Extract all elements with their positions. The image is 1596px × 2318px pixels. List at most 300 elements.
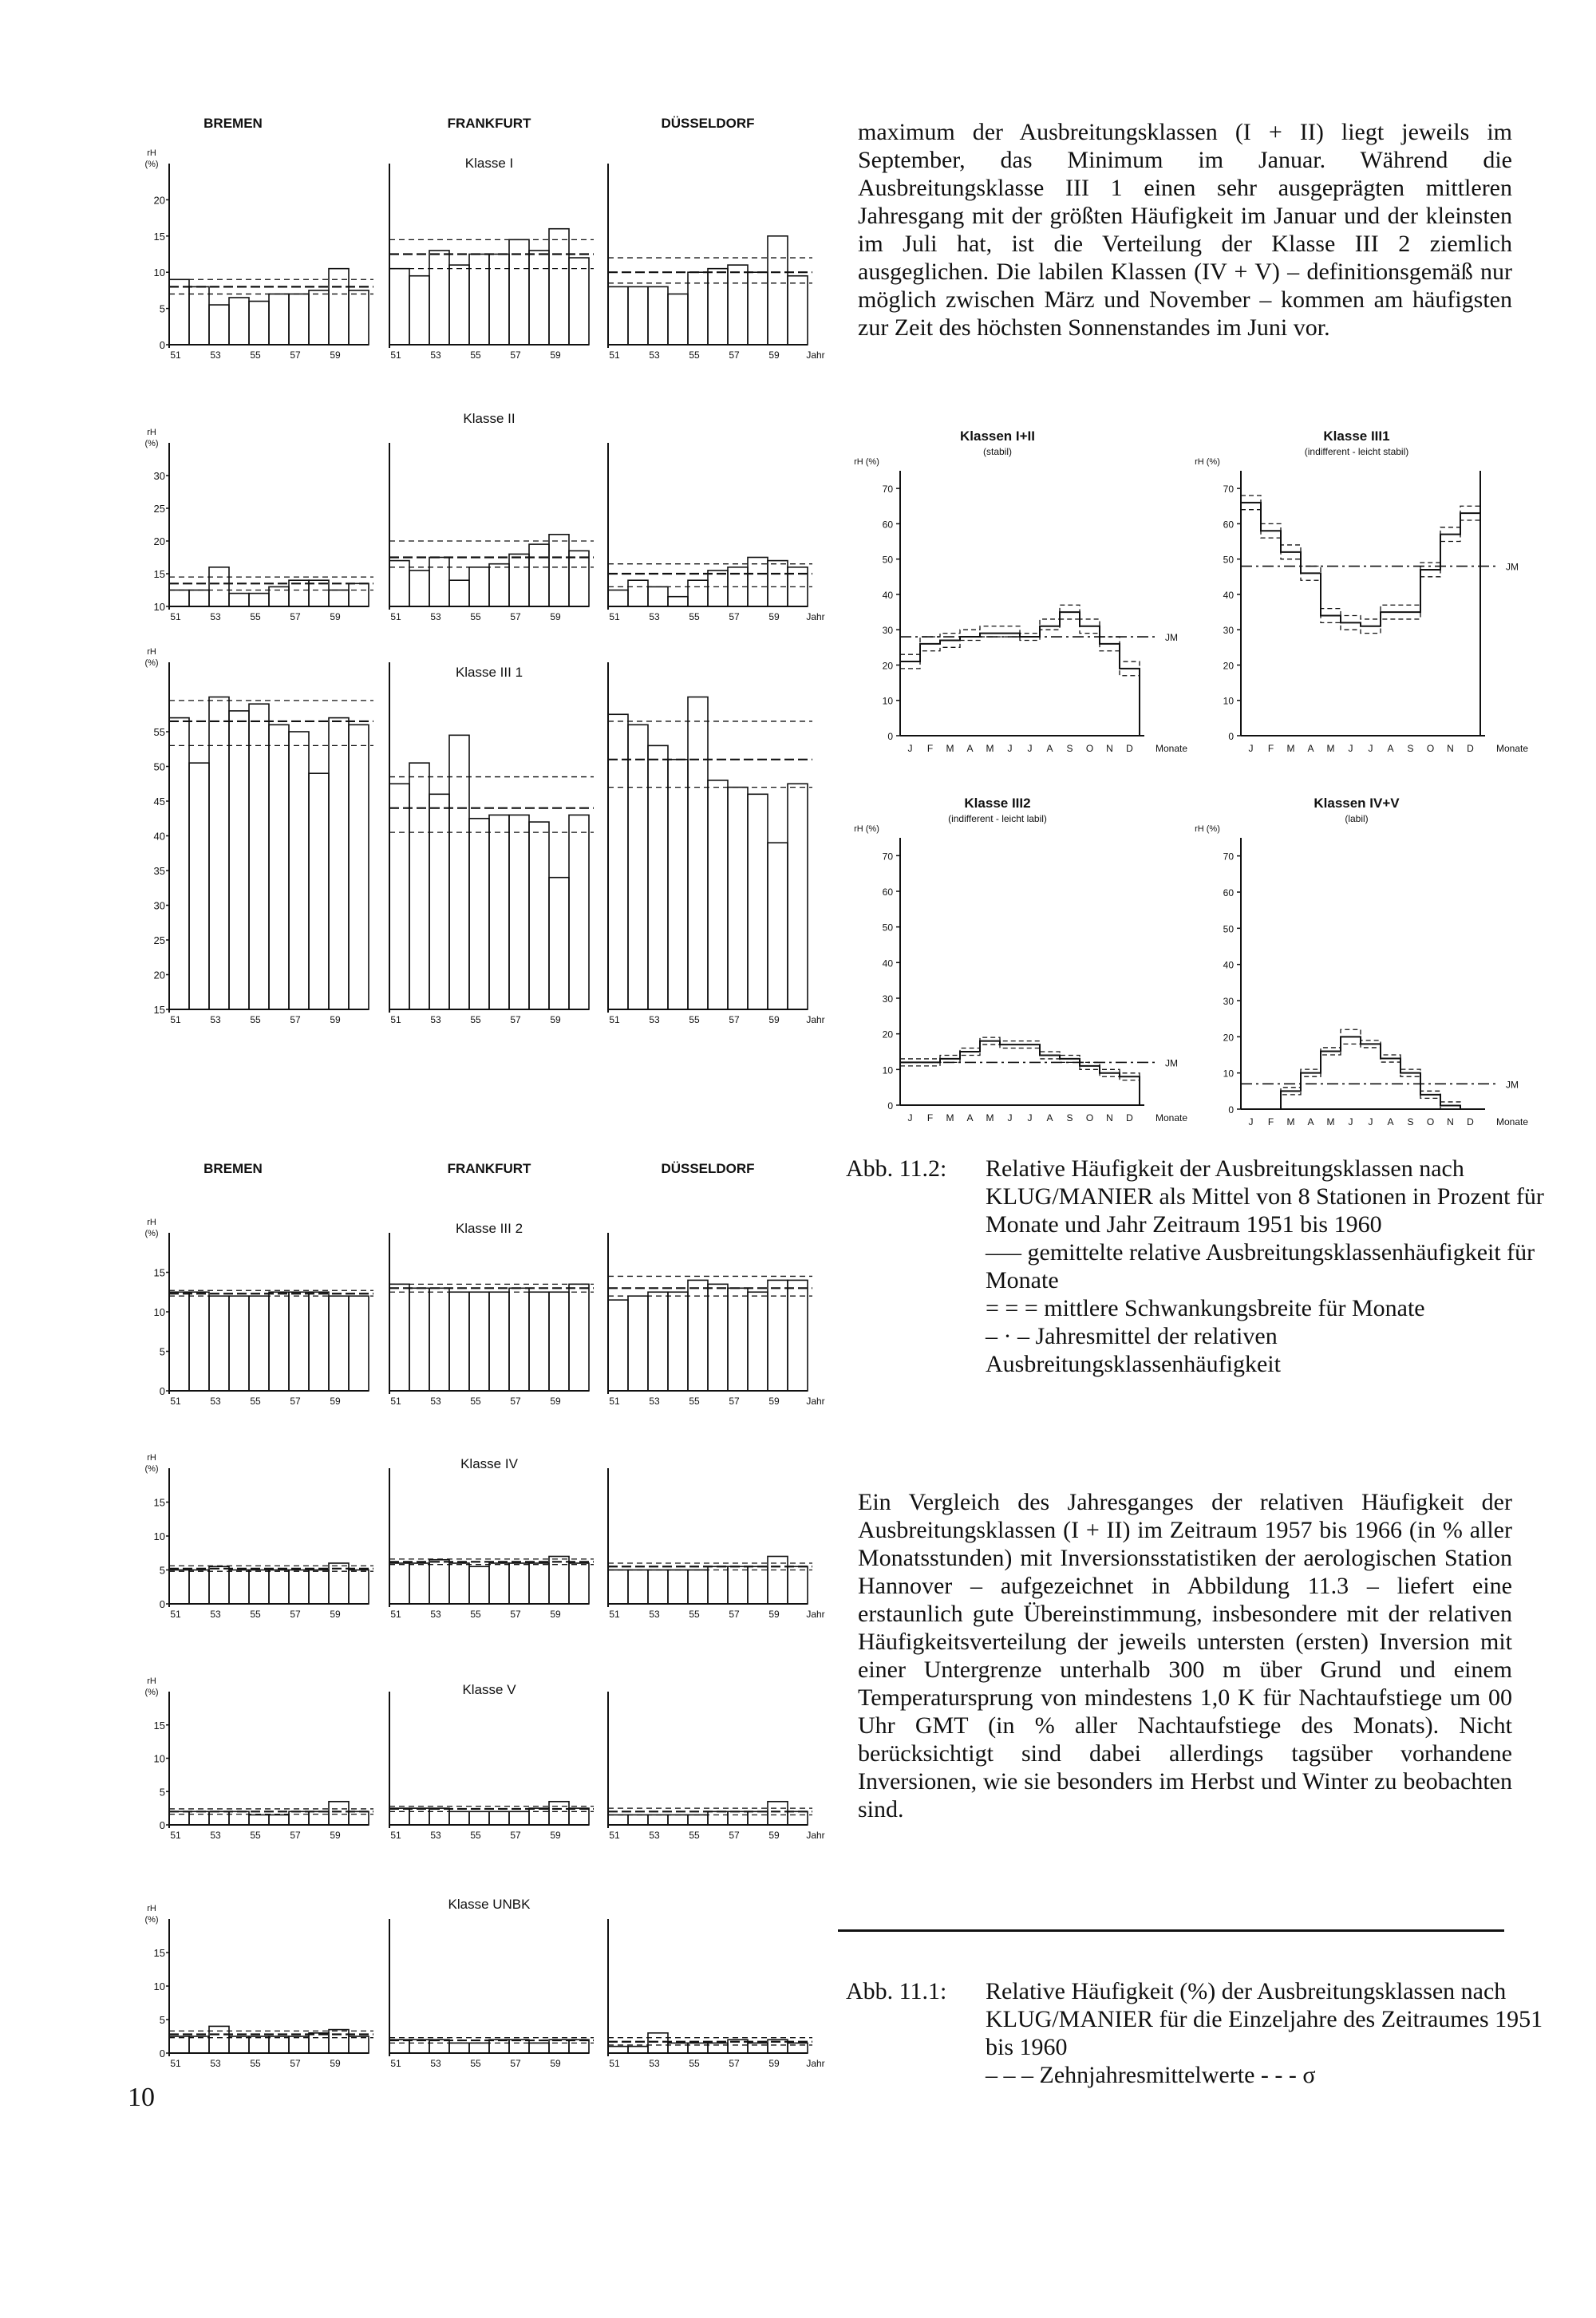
bar (309, 1811, 329, 1825)
month-label: M (1286, 1116, 1295, 1127)
x-tick-label: 57 (510, 2058, 521, 2069)
x-tick-label: 51 (609, 1396, 620, 1407)
bar (249, 2036, 269, 2053)
bar (409, 1288, 429, 1391)
bar (449, 1563, 469, 1604)
x-tick-label: 59 (768, 611, 780, 622)
bar-panel-klasse-v (144, 1676, 824, 1841)
bar (648, 286, 668, 345)
panel-subtitle: (indifferent - leicht stabil) (1304, 446, 1409, 457)
bar (249, 1296, 269, 1391)
legend-ten-year-mean: – – – Zehnjahresmittelwerte - - - σ (986, 2062, 1316, 2088)
bar (189, 1570, 209, 1605)
x-tick-label: 55 (250, 1014, 261, 1025)
bar (788, 1811, 808, 1825)
bar (529, 2043, 549, 2053)
bar (748, 1566, 768, 1604)
bar (449, 735, 469, 1009)
bar (668, 1815, 688, 1825)
bar (509, 2040, 529, 2053)
bar (349, 2036, 369, 2053)
y-tick-label: 30 (153, 899, 165, 912)
y-tick-label: 40 (1223, 959, 1234, 971)
x-tick-label: 55 (689, 1609, 700, 1620)
bar (728, 1566, 748, 1604)
x-tick-label: 57 (510, 349, 521, 361)
bar (409, 571, 429, 606)
band-low-line (900, 1044, 1140, 1105)
x-tick-label: 55 (470, 1830, 481, 1841)
x-tick-label: 51 (609, 1609, 620, 1620)
x-tick-label: 55 (689, 611, 700, 622)
x-tick-label: 53 (649, 2058, 660, 2069)
x-tick-label: 51 (609, 1830, 620, 1841)
x-tick-label: 55 (250, 349, 261, 361)
bar (189, 590, 209, 607)
bar (209, 1566, 229, 1604)
y-tick-label: 50 (882, 554, 893, 566)
month-label: N (1447, 1116, 1454, 1127)
y-tick-label: 15 (153, 568, 165, 580)
x-tick-label: 57 (510, 1830, 521, 1841)
station-header-bremen: BREMEN (203, 116, 263, 131)
bar (169, 279, 189, 345)
x-tick-label: 59 (550, 349, 561, 361)
bar-series-bremen (144, 428, 373, 622)
x-tick-label: 53 (210, 1014, 221, 1025)
bar (648, 586, 668, 606)
bar (429, 1288, 449, 1391)
y-tick-label: 30 (153, 470, 165, 482)
x-tick-label: 57 (729, 1014, 740, 1025)
bar (349, 1811, 369, 1825)
x-tick-label: 51 (390, 611, 401, 622)
bar (529, 1563, 549, 1604)
month-label: A (966, 743, 974, 754)
month-label: A (1387, 1116, 1394, 1127)
bar (469, 255, 489, 346)
bar (309, 290, 329, 345)
x-tick-label: 55 (470, 1014, 481, 1025)
caption-text: Relative Häufigkeit der Ausbreitungsklassen nach KLUG/MANIER als Mittel von 8 Stationen in Prozent für Monate und Jahr Zeitraum 1951 bis 1960 (986, 1155, 1544, 1238)
y-tick-label: 10 (153, 1980, 165, 1992)
y-tick-label: 10 (153, 1752, 165, 1765)
bar (608, 590, 628, 607)
x-tick-label: 59 (550, 1609, 561, 1620)
bar (489, 815, 509, 1009)
bar (409, 276, 429, 345)
x-tick-label: 51 (390, 1014, 401, 1025)
bar (648, 1570, 668, 1605)
bar (708, 1284, 728, 1391)
bar-panel-klasse-iii-1 (144, 647, 824, 1025)
x-tick-label: 51 (390, 1830, 401, 1841)
panel-title: Klasse III 2 (455, 1221, 523, 1236)
month-label: O (1085, 743, 1094, 754)
bar (329, 2030, 349, 2053)
bar (189, 2036, 209, 2053)
bar (289, 2036, 309, 2053)
bar (569, 815, 589, 1009)
bar (169, 718, 189, 1009)
bar (529, 544, 549, 606)
x-tick-label: 53 (210, 1396, 221, 1407)
bar (708, 269, 728, 345)
bar (509, 1563, 529, 1604)
panel-subtitle: (stabil) (982, 446, 1013, 457)
y-tick-label: 25 (153, 934, 165, 946)
y-tick-label: 5 (159, 1786, 165, 1799)
bar (429, 1808, 449, 1825)
x-tick-label: 51 (609, 349, 620, 361)
bar (628, 1296, 648, 1391)
bar (708, 780, 728, 1009)
y-tick-label: 50 (153, 760, 165, 773)
y-tick-label: 10 (1223, 1068, 1234, 1080)
bar (489, 1563, 509, 1604)
x-tick-label: 57 (290, 1014, 301, 1025)
x-tick-label: 53 (210, 611, 221, 622)
x-tick-label: 57 (729, 1830, 740, 1841)
bar (469, 2043, 489, 2053)
x-tick-label: 57 (729, 349, 740, 361)
y-tick-label: 20 (882, 660, 893, 672)
bar (608, 2047, 628, 2053)
x-tick-label: 59 (330, 349, 341, 361)
bar (489, 1811, 509, 1825)
divider-rule (838, 1929, 1504, 1932)
legend-monthly-mean: ––– gemittelte relative Ausbreitungsklassenhäufigkeit für Monate (986, 1239, 1535, 1293)
bar (509, 815, 529, 1009)
bar (169, 590, 189, 607)
y-axis-unit: (%) (144, 160, 159, 169)
x-tick-label: 57 (729, 611, 740, 622)
monthly-panel-klasse-iii1 (1195, 428, 1528, 754)
bar (289, 1811, 309, 1825)
band-high-line (900, 1037, 1140, 1105)
bar (788, 1566, 808, 1604)
x-tick-label: 51 (170, 349, 181, 361)
bar (269, 1815, 289, 1825)
bar (389, 1563, 409, 1604)
panel-title: Klasse IV (460, 1456, 518, 1471)
bar (169, 1811, 189, 1825)
bar (349, 725, 369, 1009)
bar (648, 745, 668, 1009)
bar (768, 236, 788, 345)
bar (449, 1292, 469, 1391)
x-tick-label: 51 (609, 611, 620, 622)
bar-series-duesseldorf (608, 1692, 825, 1841)
x-tick-label: 55 (250, 1830, 261, 1841)
bar (329, 718, 349, 1009)
bar (628, 1815, 648, 1825)
month-label: M (1326, 1116, 1335, 1127)
y-tick-label: 40 (1223, 589, 1234, 601)
bar (648, 1292, 668, 1391)
panel-title: Klasse III2 (964, 796, 1031, 811)
x-tick-label: 55 (689, 1014, 700, 1025)
bar-series-frankfurt (389, 662, 594, 1025)
legend-annual-mean: – · – Jahresmittel der relativen Ausbreitungsklassenhäufigkeit (986, 1323, 1281, 1377)
y-tick-label: 10 (882, 695, 893, 707)
month-label: M (1326, 743, 1335, 754)
y-axis-label: rH (147, 1453, 156, 1463)
x-tick-label: 55 (470, 349, 481, 361)
bar (628, 286, 648, 345)
month-label: F (926, 743, 934, 754)
y-axis-label: rH (147, 1676, 156, 1686)
bar (688, 580, 708, 606)
month-label: J (1348, 1116, 1353, 1127)
y-tick-label: 0 (159, 1819, 165, 1831)
y-tick-label: 20 (153, 535, 165, 547)
bar (529, 251, 549, 345)
month-label: N (1447, 743, 1454, 754)
legend-band: = = = mittlere Schwankungsbreite für Monate (986, 1295, 1425, 1321)
bar (628, 725, 648, 1009)
x-tick-label: 55 (250, 611, 261, 622)
bar (289, 1570, 309, 1605)
bar (748, 1292, 768, 1391)
caption-text: Relative Häufigkeit (%) der Ausbreitungsklassen nach KLUG/MANIER für die Einzeljahre des Zeitraumes 1951 bis 1960 (986, 1978, 1543, 2060)
bar (489, 564, 509, 606)
paragraph-middle: Ein Vergleich des Jahresganges der relativen Häufigkeit der Ausbreitungsklassen (I + II) im Zeitraum 1957 bis 1966 (in % aller Monatsstunden) mit Inversionsstatistiken der aerologischen Station Hannover – aufgezeichnet in Abbildung 11.3 – liefert eine erstaunlich gute Übereinstimmung, insbesondere mit der relativen Häufigkeitsverteilung der jeweils untersten (ersten) Inversion mit einer Untergrenze unterhalb 300 m über Grund und einem Temperatursprung von mindestens 1,0 K für Nachtaufstiege um 00 Uhr GMT (in % aller Nachtaufstiege des Monats). Nicht berücksichtigt sind dabei allerdings tagsüber vorhandene Inversionen, wie sie besonders im Herbst und Winter zu beobachten sind. (858, 1489, 1512, 1822)
panel-subtitle: (indifferent - leicht labil) (948, 813, 1047, 824)
station-header-bremen: BREMEN (203, 1161, 263, 1176)
bar-series-duesseldorf (608, 1919, 825, 2069)
month-label: D (1467, 743, 1474, 754)
bar (249, 1815, 269, 1825)
bar-series-frankfurt (389, 1233, 594, 1407)
station-header-duesseldorf: DÜSSELDORF (661, 1161, 755, 1176)
bar (389, 269, 409, 345)
x-tick-label: 55 (250, 1609, 261, 1620)
page-number: 10 (128, 2083, 155, 2112)
x-tick-label: 55 (470, 611, 481, 622)
bar (429, 251, 449, 345)
bar (708, 571, 728, 606)
y-axis-label: rH (147, 148, 156, 158)
y-tick-label: 40 (882, 589, 893, 601)
bar (788, 1280, 808, 1391)
bar-series-frankfurt (389, 164, 594, 361)
bar (169, 2036, 189, 2053)
bar (569, 1563, 589, 1604)
y-tick-label: 10 (153, 601, 165, 613)
x-unit-label: Jahr (806, 2058, 825, 2069)
bar (209, 2026, 229, 2053)
station-header-duesseldorf: DÜSSELDORF (661, 116, 755, 131)
bar (549, 2040, 569, 2053)
x-tick-label: 59 (768, 1830, 780, 1841)
y-tick-label: 5 (159, 1564, 165, 1577)
month-label: A (1387, 743, 1394, 754)
bar (549, 1557, 569, 1605)
bar (569, 258, 589, 345)
bar (569, 551, 589, 606)
month-label: A (1307, 1116, 1314, 1127)
bar (269, 725, 289, 1009)
x-tick-label: 55 (470, 2058, 481, 2069)
bar (289, 732, 309, 1009)
bar-series-bremen (144, 647, 373, 1025)
y-axis-label: rH (147, 1904, 156, 1913)
bar (489, 1292, 509, 1391)
bar (349, 1570, 369, 1605)
bar (269, 294, 289, 345)
month-label: J (907, 1112, 913, 1123)
y-axis-unit: (%) (144, 1229, 159, 1238)
y-axis-unit: (%) (144, 1915, 159, 1925)
x-tick-label: 51 (170, 1014, 181, 1025)
monthly-panel-klassen-iv-v (1195, 796, 1528, 1127)
bar (608, 286, 628, 345)
x-tick-label: 53 (649, 349, 660, 361)
bar (708, 1566, 728, 1604)
bar (728, 788, 748, 1009)
bar (628, 580, 648, 606)
x-tick-label: 55 (470, 1396, 481, 1407)
x-tick-label: 59 (768, 349, 780, 361)
monthly-panel-klassen-i-ii (854, 428, 1187, 754)
bar (229, 594, 249, 606)
x-tick-label: 55 (689, 1396, 700, 1407)
bar (389, 1284, 409, 1391)
bar (309, 2033, 329, 2053)
y-tick-label: 45 (153, 796, 165, 808)
y-tick-label: 0 (887, 731, 893, 742)
annual-mean-label: JM (1165, 1057, 1178, 1069)
y-axis-label: rH (147, 428, 156, 437)
bar (349, 583, 369, 606)
month-label: J (1027, 743, 1033, 754)
x-tick-label: 53 (430, 611, 441, 622)
month-label: S (1407, 1116, 1414, 1127)
y-tick-label: 20 (153, 194, 165, 207)
annual-mean-label: JM (1506, 1079, 1519, 1091)
bar-series-bremen (144, 1218, 373, 1407)
x-tick-label: 53 (649, 1609, 660, 1620)
bar (489, 2040, 509, 2053)
y-tick-label: 30 (882, 625, 893, 637)
x-tick-label: 57 (510, 1609, 521, 1620)
y-axis-unit: (%) (144, 439, 159, 448)
y-tick-label: 0 (159, 1598, 165, 1610)
bar (409, 763, 429, 1009)
bar (389, 784, 409, 1009)
bar (469, 819, 489, 1009)
month-label: J (1027, 1112, 1033, 1123)
y-axis-label: rH (%) (854, 457, 879, 467)
x-tick-label: 53 (649, 1830, 660, 1841)
bar-series-duesseldorf (608, 164, 825, 361)
bar (409, 1563, 429, 1604)
bar (209, 567, 229, 606)
band-high-line (900, 605, 1140, 736)
bar (249, 1570, 269, 1605)
x-tick-label: 57 (510, 611, 521, 622)
bar-series-frankfurt (389, 443, 594, 622)
bar-series-frankfurt (389, 1692, 594, 1841)
bar (549, 1292, 569, 1391)
month-label: J (1368, 743, 1373, 754)
bar (209, 1811, 229, 1825)
y-axis-unit: (%) (144, 1688, 159, 1697)
month-label: J (1248, 743, 1254, 754)
bar (768, 561, 788, 606)
month-label: O (1426, 1116, 1435, 1127)
bar (728, 265, 748, 345)
bar (569, 2040, 589, 2053)
y-tick-label: 10 (882, 1064, 893, 1076)
bar (429, 2040, 449, 2053)
y-tick-label: 15 (153, 230, 165, 243)
bar-series-duesseldorf (608, 1233, 825, 1407)
y-tick-label: 15 (153, 1947, 165, 1959)
bar (469, 1292, 489, 1391)
x-tick-label: 57 (510, 1014, 521, 1025)
bar-series-frankfurt (389, 1919, 594, 2069)
x-tick-label: 59 (330, 1396, 341, 1407)
band-low-line (1241, 1044, 1480, 1109)
bar (389, 1808, 409, 1825)
x-tick-label: 57 (510, 1396, 521, 1407)
bar (289, 294, 309, 345)
month-label: A (1046, 743, 1053, 754)
caption-label: Abb. 11.1: (846, 1978, 947, 2004)
caption-abb-11-2 (846, 1155, 1564, 1434)
y-tick-label: 10 (153, 1306, 165, 1318)
panel-title: Klasse V (462, 1682, 516, 1697)
x-tick-label: 51 (170, 2058, 181, 2069)
panel-title: Klasse II (463, 411, 516, 426)
monthly-panel-klasse-iii2 (854, 796, 1187, 1123)
month-label: A (1307, 743, 1314, 754)
bar (608, 1815, 628, 1825)
bar (628, 2047, 648, 2053)
x-tick-label: 51 (170, 1609, 181, 1620)
bar (788, 784, 808, 1009)
y-tick-label: 0 (1228, 731, 1234, 742)
x-tick-label: 55 (250, 1396, 261, 1407)
y-tick-label: 0 (159, 339, 165, 351)
y-tick-label: 20 (1223, 1032, 1234, 1044)
x-tick-label: 57 (290, 1396, 301, 1407)
x-tick-label: 51 (170, 1830, 181, 1841)
bar (728, 1811, 748, 1825)
x-unit-label: Jahr (806, 349, 825, 361)
x-tick-label: 51 (609, 1014, 620, 1025)
x-tick-label: 53 (430, 1014, 441, 1025)
bar (209, 697, 229, 1010)
bar-panel-klasse-unbk (144, 1897, 824, 2069)
bar-series-duesseldorf (608, 662, 825, 1025)
bar (189, 1292, 209, 1391)
bar-series-bremen (144, 1904, 373, 2069)
x-tick-label: 59 (550, 2058, 561, 2069)
x-tick-label: 59 (330, 611, 341, 622)
bar (549, 1802, 569, 1825)
bar (529, 1808, 549, 1825)
month-label: O (1085, 1112, 1094, 1123)
bar (429, 1560, 449, 1604)
x-tick-label: 53 (210, 2058, 221, 2069)
x-tick-label: 55 (689, 349, 700, 361)
panel-title: Klasse I (464, 156, 514, 171)
bar-panel-klasse-iii-2 (144, 1218, 824, 1407)
month-label: D (1467, 1116, 1474, 1127)
